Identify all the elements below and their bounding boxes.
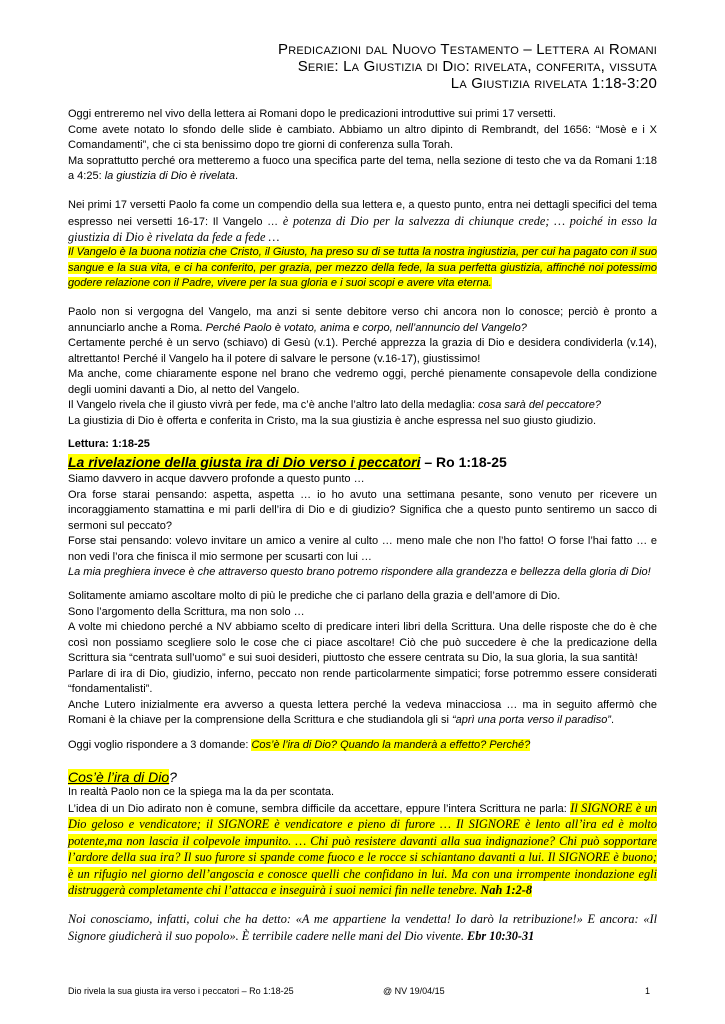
text-run-italic: la giustizia di Dio è rivelata xyxy=(104,170,235,182)
intro-line: Oggi entreremo nel vivo della lettera ai Romani dopo le predicazioni introduttive sui primi 17 versetti. xyxy=(68,108,556,120)
hebrews-quote xyxy=(68,911,657,945)
ira-paragraph xyxy=(68,785,657,900)
text-run: . xyxy=(234,170,238,182)
header-section-title: La Giustizia rivelata 1:18-3:20 xyxy=(450,75,657,92)
paragraph-line: La mia preghiera invece è che attraverso questo brano potremo rispondere alla grandezza e bellezza della gloria di Dio! xyxy=(68,566,651,578)
header-series-subtitle: Serie: La Giustizia di Dio: rivelata, conferita, vissuta xyxy=(297,58,657,75)
section-heading-ref: – Ro 1:18-25 xyxy=(420,454,507,470)
paragraph-line xyxy=(68,801,657,900)
paragraph-line: La giustizia di Dio è offerta e conferita in Cristo, ma la sua giustizia è anche espressa nel suo giusto giudizio. xyxy=(68,414,597,427)
highlighted-text: Il Vangelo è la buona notizia che Cristo, il Giusto, ha preso su di se tutta la nostra ingiustizia, per cui ha pagato con il suo sangue e la sua vita, e ci ha conferito, per grazia, per mezzo della fede, la sua perfetta giustizia, affinché noi potessimo godere relazione con il Padre, vivere per la sua gloria e i suoi scopi e avere vita eterna. xyxy=(68,246,657,289)
lettura-paragraph xyxy=(68,472,657,581)
questions-line xyxy=(68,738,657,754)
intro-line: Come avete notato lo sfondo delle slide è cambiato. Abbiamo un altro dipinto di Rembrandt, del 1656: “Mosè e i X Comandamenti”, che ci sta benissimo dopo tre giorni di conferenza sulla Torah. xyxy=(68,123,657,151)
paragraph-line xyxy=(68,305,657,336)
reading-label: Lettura: 1:18-25 xyxy=(68,438,150,450)
text-run-italic: “aprì una porta verso il paradiso” xyxy=(452,714,611,726)
text-run-italic: cosa sarà del peccatore? xyxy=(478,399,601,411)
text-run: Il Vangelo rivela che il giusto vivrà per fede, ma c’è anche l’altro lato della medaglia: xyxy=(68,399,479,411)
paragraph-line: Sono l’argomento della Scrittura, ma non solo … xyxy=(68,605,305,618)
text-run-italic: Perché Paolo è votato, anima e corpo, nell’annuncio del Vangelo? xyxy=(205,321,527,334)
scripture-reference: Ebr 10:30-31 xyxy=(467,929,535,943)
theme-paragraph xyxy=(68,198,657,247)
scripture-quote-highlighted: Il SIGNORE è un Dio geloso e vendicatore; il SIGNORE è vendicatore e pieno di furore … Il SIGNORE è lento all’ira ed è molto potente,ma non lascia il colpevole impunito. … Chi può resistere davanti alla sua indignazione? Chi può sopportare l’ardore della sua ira? Il suo furore si spande come fuoco e le rocce si schiantano davanti a lui. Il SIGNORE è buono; è un rifugio nel giorno dell’angoscia e conosce quelli che confidano in lui. Ma con una irrompente inondazione egli distruggerà completamente chi l’attacca e inseguirà i suoi nemici fin nelle tenebre. xyxy=(68,800,657,897)
scripture-reference: Nah 1:2-8 xyxy=(480,883,532,897)
scripture-quote: Noi conosciamo, infatti, colui che ha detto: «A me appartiene la vendetta! Io darò la retribuzione!» E ancora: «Il Signore giudicherà il suo popolo». È terribile cadere nelle mani del Dio vivente. xyxy=(68,912,657,943)
text-run: Nei primi 17 versetti Paolo fa come un compendio della sua lettera e, a questo punto, entra nei dettagli specifici del tema espresso nei versetti 16-17: Il Vangelo … xyxy=(68,199,657,228)
gospel-summary xyxy=(68,245,657,292)
footer-title: Dio rivela la sua giusta ira verso i peccatori – Ro 1:18-25 xyxy=(68,986,294,996)
lettura-label xyxy=(68,437,657,453)
paragraph-line xyxy=(68,698,657,729)
text-run: Oggi voglio rispondere a 3 domande: xyxy=(68,739,252,751)
footer-date: @ NV 19/04/15 xyxy=(383,986,445,996)
text-run: Paolo non si vergogna del Vangelo, ma anzi si sente debitore verso chi ancora non lo conosce; perciò è pronto a annunciarlo anche a Roma. xyxy=(68,306,657,334)
paragraph-line: In realtà Paolo non ce la spiega ma la da per scontata. xyxy=(68,786,335,798)
paragraph-line xyxy=(68,398,657,414)
paragraph-line: Solitamente amiamo ascoltare molto di più le prediche che ci parlano della grazia e dell’amore di Dio. xyxy=(68,590,561,602)
text-run: Anche Lutero inizialmente era avverso a questa lettera perché la vedeva minacciosa … ma in seguito affermò che Romani è la chiave per la comprensione della Scrittura e che studiandola gli si xyxy=(68,698,657,726)
intro-paragraph xyxy=(68,107,657,185)
paragraph-line: Ora forse starai pensando: aspetta, aspetta … io ho avuto una settimana pesante, sono venuto per ricevere un incoraggiamento stamattina e mi parli dell’ira di Dio e di giudizio? Significa che a questo punto sentiremo un sacco di sermoni sul peccato? xyxy=(68,488,657,532)
paragraph-line: Parlare di ira di Dio, giudizio, inferno, peccato non rende particolarmente simpatici; forse potremmo essere considerati “fondamentalisti”. xyxy=(68,667,657,695)
section-heading-title: La rivelazione della giusta ira di Dio verso i peccatori xyxy=(68,454,421,470)
header-series-title: Predicazioni dal Nuovo Testamento – Lettera ai Romani xyxy=(278,41,657,58)
subsection-qmark: ? xyxy=(169,769,177,785)
intro-line xyxy=(68,154,657,185)
highlighted-questions: Cos’è l’ira di Dio? Quando la manderà a effetto? Perché? xyxy=(251,739,531,751)
section-heading xyxy=(68,453,657,471)
paolo-paragraph xyxy=(68,305,657,429)
text-run: . xyxy=(610,714,615,726)
scripture-quote: è potenza di Dio per la salvezza di chiunque crede; … poiché in esso la giustizia di Dio è rivelata da fede a fede … xyxy=(68,213,658,244)
paragraph-line: Forse stai pensando: volevo invitare un amico a venire al culto … meno male che non l’ho fatto! O forse l’hai fatto … e non vedi l’ora che finisca il mio sermone per scusarti con lui … xyxy=(68,535,657,563)
paragraph-line: Certamente perché è un servo (schiavo) di Gesù (v.1). Perché apprezza la grazia di Dio e desidera condividerla (v.14), altrettanto! Perché il Vangelo ha il potere di salvare le persone (v.16-17), giustissimo! xyxy=(68,337,657,365)
soli-paragraph xyxy=(68,589,657,729)
subsection-heading xyxy=(68,768,657,786)
paragraph-line: A volte mi chiedono perché a NV abbiamo scelto di predicare interi libri della Scrittura. Una delle risposte che do è che così non possiamo scegliere solo le cose che ci piace ascoltare! Ciò che può succedere è che la predicazione della Scrittura sia “centrata sull’uomo” e sui suoi desideri, piuttosto che essere centrata su Dio, la sua gloria, la sua santità! xyxy=(68,621,657,664)
paragraph-line: Ma anche, come chiaramente espone nel brano che vedremo oggi, perché pienamente consapevole della condizione degli uomini davanti a Dio, al netto del Vangelo. xyxy=(68,368,657,396)
subsection-title: Cos’è l’ira di Dio xyxy=(68,769,170,785)
text-run: L’idea di un Dio adirato non è comune, sembra difficile da accettare, eppure l’intera Scrittura ne parla: xyxy=(68,802,571,815)
text-run: Ma soprattutto perché ora metteremo a fuoco una specifica parte del tema, nella sezione di testo che va da Romani 1:18 a 4:25: xyxy=(68,154,657,182)
paragraph-line: Siamo davvero in acque davvero profonde a questo punto … xyxy=(68,473,365,485)
footer-page-number: 1 xyxy=(645,986,651,996)
